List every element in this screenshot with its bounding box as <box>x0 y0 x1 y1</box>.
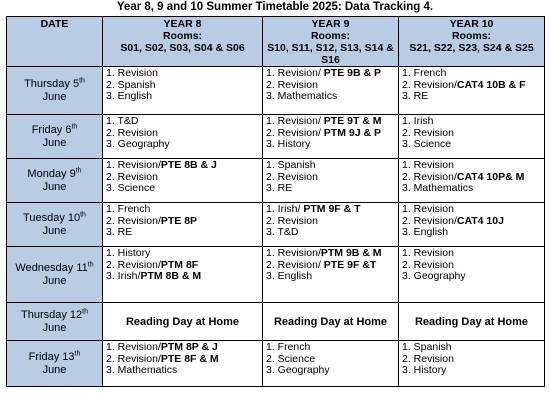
table-row <box>7 247 545 303</box>
entry-subject: 3. Geography <box>266 365 330 376</box>
entry-subject: 3. Geography <box>106 139 170 150</box>
date-cell <box>7 203 103 247</box>
entry-subject: 1. French <box>106 204 151 215</box>
date-day: Friday 13 <box>28 350 75 363</box>
entry-subject: 2. Revision/ <box>106 353 161 365</box>
entry-subject: 2. Revision/ <box>106 215 161 227</box>
schedule-entry <box>266 160 395 172</box>
y8-schedule-cell <box>103 67 263 115</box>
entry-test-group: PTM 8F <box>160 259 199 271</box>
date-month: June <box>42 274 67 287</box>
schedule-entry <box>106 365 259 377</box>
date-day: Tuesday 10 <box>23 211 81 224</box>
schedule-entry <box>402 91 541 103</box>
year9-title: YEAR 9 <box>311 18 350 30</box>
year8-rooms-label: Rooms: <box>162 30 203 42</box>
schedule-entry <box>266 183 395 195</box>
entry-test-group: PTM 9F & T <box>303 204 361 215</box>
schedule-entry <box>402 139 541 151</box>
table-row <box>7 67 545 115</box>
entry-subject: 2. Revision <box>266 79 318 91</box>
date-cell <box>7 115 103 159</box>
date-day: Thursday 12 <box>21 308 83 321</box>
schedule-entry <box>106 183 259 195</box>
date-month: June <box>42 224 67 237</box>
date-suffix: th <box>87 260 94 268</box>
schedule-entry <box>266 342 395 354</box>
entry-test-group: PTE 9T & M <box>323 116 382 127</box>
entry-subject: 3. T&D <box>266 227 299 238</box>
year10-rooms: S21, S22, S23, S24 & S25 <box>409 42 534 54</box>
schedule-entry <box>402 216 541 228</box>
entry-test-group: PTE 8B & J <box>160 160 217 171</box>
schedule-entry <box>106 68 259 80</box>
y9-schedule-cell <box>263 159 399 203</box>
entry-test-group: PTE 9B & P <box>323 68 381 79</box>
year10-rooms-label: Rooms: <box>451 30 492 42</box>
entry-subject: 2. Spanish <box>106 79 156 91</box>
y9-schedule-cell <box>263 67 399 115</box>
schedule-entry <box>402 80 541 92</box>
entry-subject: 2. Revision <box>402 353 454 365</box>
schedule-entry <box>266 248 395 260</box>
entry-subject: 1. Revision/ <box>266 248 321 259</box>
y8-schedule-cell <box>103 159 263 203</box>
entry-subject: 1. Revision <box>402 160 454 171</box>
entry-subject: 2. Revision <box>106 127 158 139</box>
entry-subject: 2. Revision <box>402 259 454 271</box>
schedule-entry <box>402 172 541 184</box>
schedule-entry <box>402 227 541 239</box>
schedule-entry <box>106 342 259 354</box>
date-suffix: th <box>75 166 82 174</box>
date-day: Thursday 5 <box>24 77 80 90</box>
y10-schedule-cell <box>399 203 545 247</box>
entry-subject: 3. History <box>402 365 447 376</box>
y8-reading-day: Reading Day at Home <box>103 303 263 341</box>
date-day: Friday 6 <box>31 123 72 136</box>
schedule-entry <box>266 128 395 140</box>
entry-subject: 2. Revision/ <box>106 259 161 271</box>
entry-subject: 1. Revision/ <box>106 342 161 353</box>
y9-schedule-cell <box>263 341 399 387</box>
entry-subject: 1. Spanish <box>402 342 452 353</box>
y10-schedule-cell <box>399 67 545 115</box>
y10-schedule-cell <box>399 115 545 159</box>
date-cell <box>7 247 103 303</box>
entry-subject: 3. Geography <box>402 271 466 282</box>
entry-subject: 1. Irish <box>402 116 434 127</box>
y8-schedule-cell <box>103 247 263 303</box>
schedule-entry <box>266 116 395 128</box>
schedule-entry <box>402 365 541 377</box>
y9-reading-day: Reading Day at Home <box>263 303 399 341</box>
year8-title: YEAR 8 <box>163 18 202 30</box>
schedule-entry <box>402 116 541 128</box>
entry-subject: 3. English <box>402 227 449 238</box>
schedule-entry <box>402 342 541 354</box>
schedule-entry <box>402 204 541 216</box>
entry-subject: 2. Revision <box>402 127 454 139</box>
entry-subject: 2. Revision/ <box>266 259 324 271</box>
schedule-entry <box>106 227 259 239</box>
entry-subject: 2. Revision/ <box>402 79 457 91</box>
entry-subject: 1. Revision <box>402 248 454 259</box>
date-cell <box>7 303 103 341</box>
entry-subject: 3. Science <box>402 139 452 150</box>
schedule-entry <box>106 216 259 228</box>
entry-subject: 3. Mathematics <box>402 183 474 194</box>
entry-test-group: PTM 9B & M <box>320 248 382 259</box>
table-row <box>7 341 545 387</box>
schedule-entry <box>402 271 541 283</box>
schedule-entry <box>106 172 259 184</box>
entry-subject: 3. English <box>266 271 313 282</box>
entry-subject: 1. Spanish <box>266 160 316 171</box>
entry-test-group: PTM 8B & M <box>140 271 202 282</box>
schedule-entry <box>106 160 259 172</box>
entry-subject: 1. French <box>266 342 311 353</box>
date-cell <box>7 341 103 387</box>
y10-schedule-cell <box>399 341 545 387</box>
schedule-entry <box>106 354 259 366</box>
y9-schedule-cell <box>263 203 399 247</box>
date-cell <box>7 67 103 115</box>
schedule-entry <box>266 91 395 103</box>
date-suffix: th <box>82 307 88 315</box>
schedule-entry <box>402 160 541 172</box>
schedule-entry <box>266 80 395 92</box>
schedule-entry <box>266 216 395 228</box>
entry-subject: 3. Mathematics <box>266 91 338 102</box>
y10-reading-day: Reading Day at Home <box>399 303 545 341</box>
date-suffix: th <box>79 76 85 84</box>
schedule-entry <box>106 248 259 260</box>
schedule-entry <box>106 260 259 272</box>
entry-subject: 2. Science <box>266 353 316 365</box>
page-title: Year 8, 9 and 10 Summer Timetable 2025: Data Tracking 4. <box>116 1 434 13</box>
entry-subject: 3. RE <box>402 91 429 102</box>
entry-test-group: PTE 9F &T <box>323 259 377 271</box>
entry-subject: 2. Revision/ <box>266 127 324 139</box>
entry-subject: 1. Revision/ <box>266 116 324 127</box>
year9-header <box>263 17 399 67</box>
schedule-entry <box>402 128 541 140</box>
entry-subject: 3. Science <box>106 183 156 194</box>
year8-rooms: S01, S02, S03, S04 & S06 <box>120 42 245 54</box>
schedule-entry <box>402 183 541 195</box>
entry-subject: 1. Revision/ <box>266 68 324 79</box>
schedule-entry <box>106 80 259 92</box>
date-month: June <box>42 363 67 376</box>
schedule-entry <box>266 354 395 366</box>
entry-subject: 3. RE <box>106 227 133 238</box>
entry-test-group: PTE 8P <box>160 215 198 227</box>
entry-subject: 3. RE <box>266 183 293 194</box>
entry-subject: 1. Revision <box>106 68 158 79</box>
table-row <box>7 203 545 247</box>
schedule-entry <box>106 139 259 151</box>
entry-test-group: CAT4 10P& M <box>456 171 525 183</box>
entry-subject: 1. French <box>402 68 447 79</box>
date-month: June <box>42 136 67 149</box>
y10-schedule-cell <box>399 247 545 303</box>
y8-schedule-cell <box>103 203 263 247</box>
entry-subject: 2. Revision/ <box>402 171 457 183</box>
y8-schedule-cell <box>103 341 263 387</box>
date-day: Wednesday 11 <box>15 261 88 274</box>
entry-subject: 1. Irish/ <box>266 204 304 215</box>
y9-schedule-cell <box>263 247 399 303</box>
schedule-entry <box>402 354 541 366</box>
schedule-entry <box>266 227 395 239</box>
date-header: DATE <box>7 17 103 67</box>
entry-test-group: CAT4 10B & F <box>456 79 526 91</box>
entry-subject: 3. Irish/ <box>106 271 141 282</box>
schedule-entry <box>106 128 259 140</box>
y10-schedule-cell <box>399 159 545 203</box>
date-day: Monday 9 <box>27 167 76 180</box>
year10-header <box>399 17 545 67</box>
date-cell <box>7 159 103 203</box>
entry-test-group: PTE 8F & M <box>160 353 219 365</box>
entry-test-group: PTM 8P & J <box>160 342 218 353</box>
entry-subject: 1. History <box>106 248 151 259</box>
date-suffix: th <box>71 122 78 130</box>
table-row <box>7 115 545 159</box>
entry-subject: 2. Revision <box>266 171 318 183</box>
entry-test-group: PTM 9J & P <box>323 127 381 139</box>
timetable <box>6 16 545 387</box>
entry-test-group: CAT4 10J <box>456 215 504 227</box>
schedule-entry <box>106 91 259 103</box>
date-month: June <box>42 90 67 103</box>
year8-header <box>103 17 263 67</box>
schedule-entry <box>402 68 541 80</box>
entry-subject: 3. English <box>106 91 153 102</box>
entry-subject: 2. Revision/ <box>402 215 457 227</box>
date-suffix: th <box>80 210 86 218</box>
schedule-entry <box>266 271 395 283</box>
date-month: June <box>42 180 67 193</box>
table-row <box>7 159 545 203</box>
table-row <box>7 303 545 341</box>
schedule-entry <box>266 139 395 151</box>
y9-schedule-cell <box>263 115 399 159</box>
schedule-entry <box>106 204 259 216</box>
schedule-entry <box>266 260 395 272</box>
schedule-entry <box>266 68 395 80</box>
schedule-entry <box>266 172 395 184</box>
entry-subject: 3. Mathematics <box>106 365 178 376</box>
schedule-entry <box>266 204 395 216</box>
date-suffix: th <box>74 349 81 357</box>
entry-subject: 2. Revision <box>266 215 318 227</box>
y8-schedule-cell <box>103 115 263 159</box>
entry-subject: 2. Revision <box>106 171 158 183</box>
entry-subject: 1. T&D <box>106 116 139 127</box>
schedule-entry <box>266 365 395 377</box>
entry-subject: 3. History <box>266 139 311 150</box>
schedule-entry <box>106 271 259 283</box>
entry-subject: 1. Revision/ <box>106 160 161 171</box>
year9-rooms-label: Rooms: <box>310 30 351 42</box>
schedule-entry <box>106 116 259 128</box>
entry-subject: 1. Revision <box>402 204 454 215</box>
year10-title: YEAR 10 <box>449 18 494 30</box>
schedule-entry <box>402 260 541 272</box>
date-month: June <box>42 321 67 334</box>
header-row <box>7 17 545 67</box>
schedule-entry <box>402 248 541 260</box>
year9-rooms: S10, S11, S12, S13, S14 & S16 <box>267 42 394 66</box>
